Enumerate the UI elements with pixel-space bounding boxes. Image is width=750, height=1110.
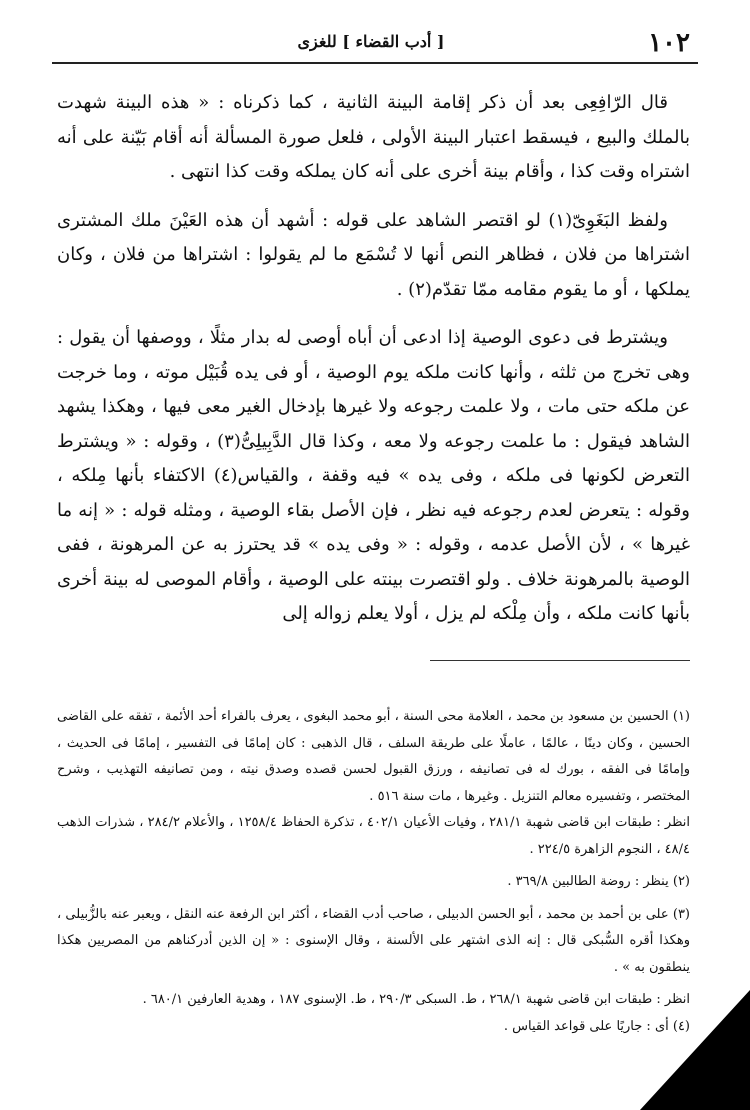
footnote: (٣) على بن أحمد بن محمد ، أبو الحسن الدبيلى ، صاحب أدب القضاء ، أكثر ابن الرفعة عنه النقل ، ويعبر عنه بالزُّبيلى ، وهكذا أقره السُّبكى قال : إنه الذى اشتهر على الألسنة ، وقال الإسنوى : « إن الذين أدركناهم من المصريين هكذا ينطقون به » . xyxy=(57,906,690,975)
footnote: (٢) ينظر : روضة الطالبين ٣٦٩/٨ . xyxy=(507,874,690,889)
page-number: ١٠٢ xyxy=(648,28,690,58)
footnote-refs: انظر : طبقات ابن قاضى شهبة ٢٨١/١ ، وفيات الأعيان ٤٠٢/١ ، تذكرة الحفاظ ١٢٥٨/٤ ، والأعلام ٢٨٤/٢ ، شذرات الذهب ٤٨/٤ ، النجوم الزاهرة ٢٢٤/٥ . xyxy=(57,815,690,857)
footnote: (٤) أى : جاريًا على قواعد القياس . xyxy=(503,1018,690,1034)
paragraph: ويشترط فى دعوى الوصية إذا ادعى أن أباه أوصى له بدار مثلًا ، ووصفها أن يقول : وهى تخرج من ثلثه ، وأنها كانت ملكه يوم الوصية ، أو فى يده قُبَيْل موته ، وما خرجت عن ملكه حتى مات ، ولا علمت رجوعه ولا غيرها بإدخال الغير معى فيها ، وهكذا يشهد الشاهد فيقول : ما علمت رجوعه ولا معه ، وكذا قال الدَّبِيلِىُّ(٣) ، وقوله : « ويشترط التعرض لكونها فى ملكه ، وفى يده » فيه وقفة ، والقياس(٤) الاكتفاء بأنها مِلكه ، وقوله : يتعرض لعدم رجوعه فيه نظر ، فإن الأصل بقاء الوصية ، ومثله قوله : « إنه ما غيرها » ، لأن الأصل عدمه ، وقوله : « وفى يده » قد يحترز به عن المرهونة ، ففى الوصية بالمرهونة خلاف . ولو اقتصرت بينته على الوصية ، وأقام الموصى له بينة أخرى بأنها كانت ملكه ، وأن مِلْكه لم يزل ، أولا يعلم زواله إلى xyxy=(57,327,690,624)
page-header xyxy=(52,26,690,60)
paragraph: قال الرّافِعِى بعد أن ذكر إقامة البينة الثانية ، كما ذكرناه : « هذه البينة شهدت بالملك والبيع ، فيسقط اعتبار البينة الأولى ، فلعل صورة المسألة أنه أقام بَيّنة على أنه اشتراه وقت كذا ، وأقام بينة أخرى على أنه كان يملكه وقت كذا انتهى . xyxy=(57,92,690,182)
header-rule xyxy=(52,62,698,64)
main-text xyxy=(57,86,690,646)
footnote-refs: انظر : طبقات ابن قاضى شهبة ٢٦٨/١ ، ط. السبكى ٢٩٠/٣ ، ط. الإسنوى ١٨٧ ، وهدية العارفين ٦٨٠/١ . xyxy=(142,992,690,1007)
scan-dark-corner xyxy=(580,970,750,1110)
footnote-rule xyxy=(430,660,690,661)
footnote: (١) الحسين بن مسعود بن محمد ، العلامة محى السنة ، أبو محمد البغوى ، يعرف بالفراء أحد الأئمة ، تفقه على القاضى الحسين ، وكان دينًا ، عالمًا ، عاملًا على طريقة السلف ، قال الذهبى : كان إمامًا فى التفسير ، إمامًا فى الحديث ، وإمامًا فى الفقه ، بورك له فى تصانيفه ، ورزق القبول لحسن قصده وصدق نيته ، ومن تصانيفه التهذيب ، وشرح المختصر ، وتفسيره معالم التنزيل . وغيرها ، مات سنة ٥١٦ . xyxy=(57,709,690,804)
paragraph: ولفظ البَغَوِىّ(١) لو اقتصر الشاهد على قوله : أشهد أن هذه العَيْنَ ملك المشترى اشتراها من فلان ، فظاهر النص أنها لا تُسْمَع ما لم يقولوا : اشتراها من فلان ، وكان يملكها ، أو ما يقوم مقامه ممّا تقدّم(٢) . xyxy=(57,209,690,300)
running-title: [ أدب القضاء ] للغزى xyxy=(297,32,445,51)
